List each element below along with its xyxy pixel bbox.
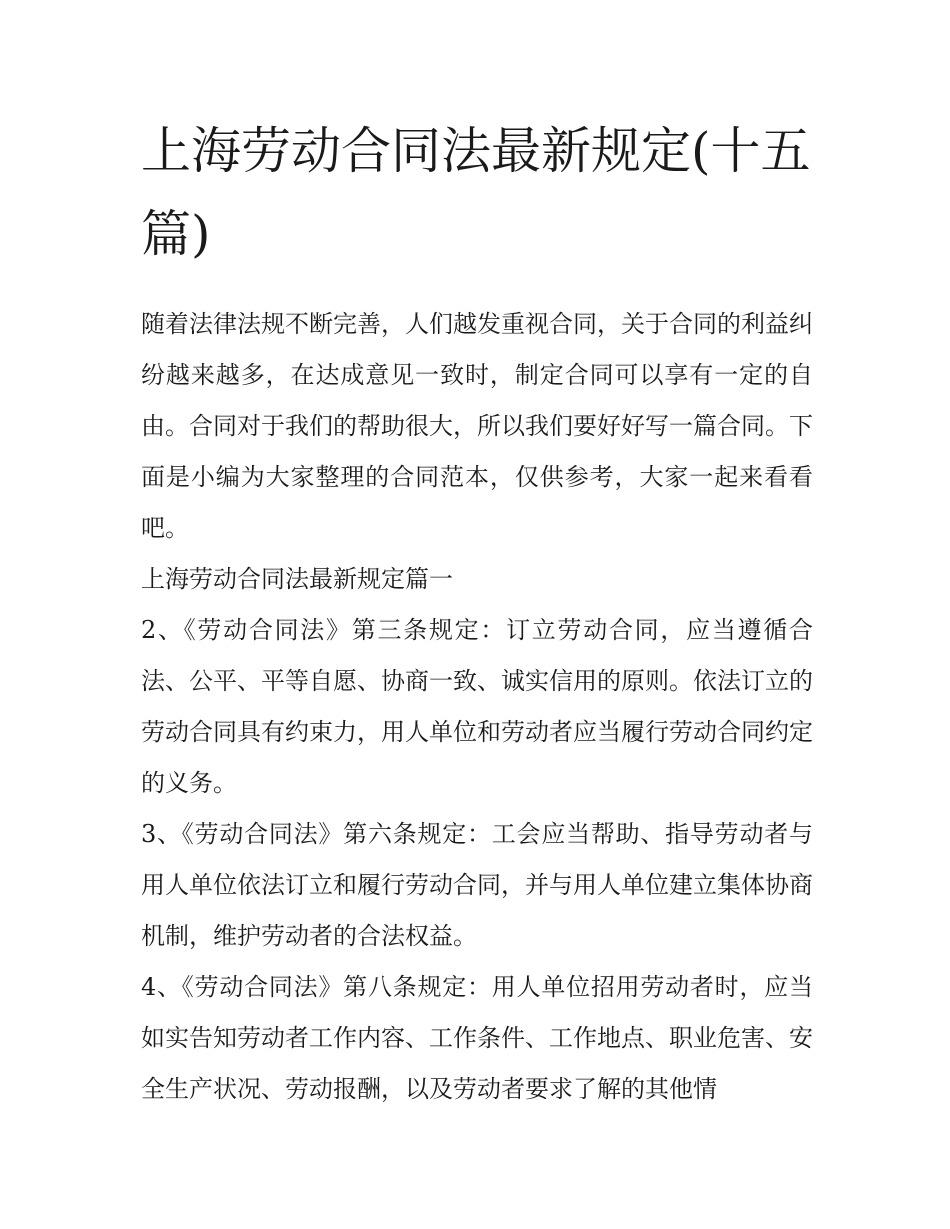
- document-title: 上海劳动合同法最新规定(十五篇): [141, 122, 811, 263]
- document-body: [141, 110, 813, 1115]
- article-paragraph: 2、《劳动合同法》第三条规定：订立劳动合同，应当遵循合法、公平、平等自愿、协商一致、诚实信用的原则。依法订立的劳动合同具有约束力，用人单位和劳动者应当履行劳动合同约定的义务。: [141, 616, 813, 797]
- intro-paragraph: 随着法律法规不断完善，人们越发重视合同，关于合同的利益纠纷越来越多，在达成意见一致时，制定合同可以享有一定的自由。合同对于我们的帮助很大，所以我们要好好写一篇合同。下面是小编为大家整理的合同范本，仅供参考，大家一起来看看吧。: [141, 310, 813, 542]
- article-paragraph: 3、《劳动合同法》第六条规定：工会应当帮助、指导劳动者与用人单位依法订立和履行劳动合同，并与用人单位建立集体协商机制，维护劳动者的合法权益。: [141, 820, 813, 950]
- article-paragraph: 4、《劳动合同法》第八条规定：用人单位招用劳动者时，应当如实告知劳动者工作内容、工作条件、工作地点、职业危害、安全生产状况、劳动报酬，以及劳动者要求了解的其他情: [141, 973, 813, 1103]
- section-heading: 上海劳动合同法最新规定篇一: [141, 565, 453, 593]
